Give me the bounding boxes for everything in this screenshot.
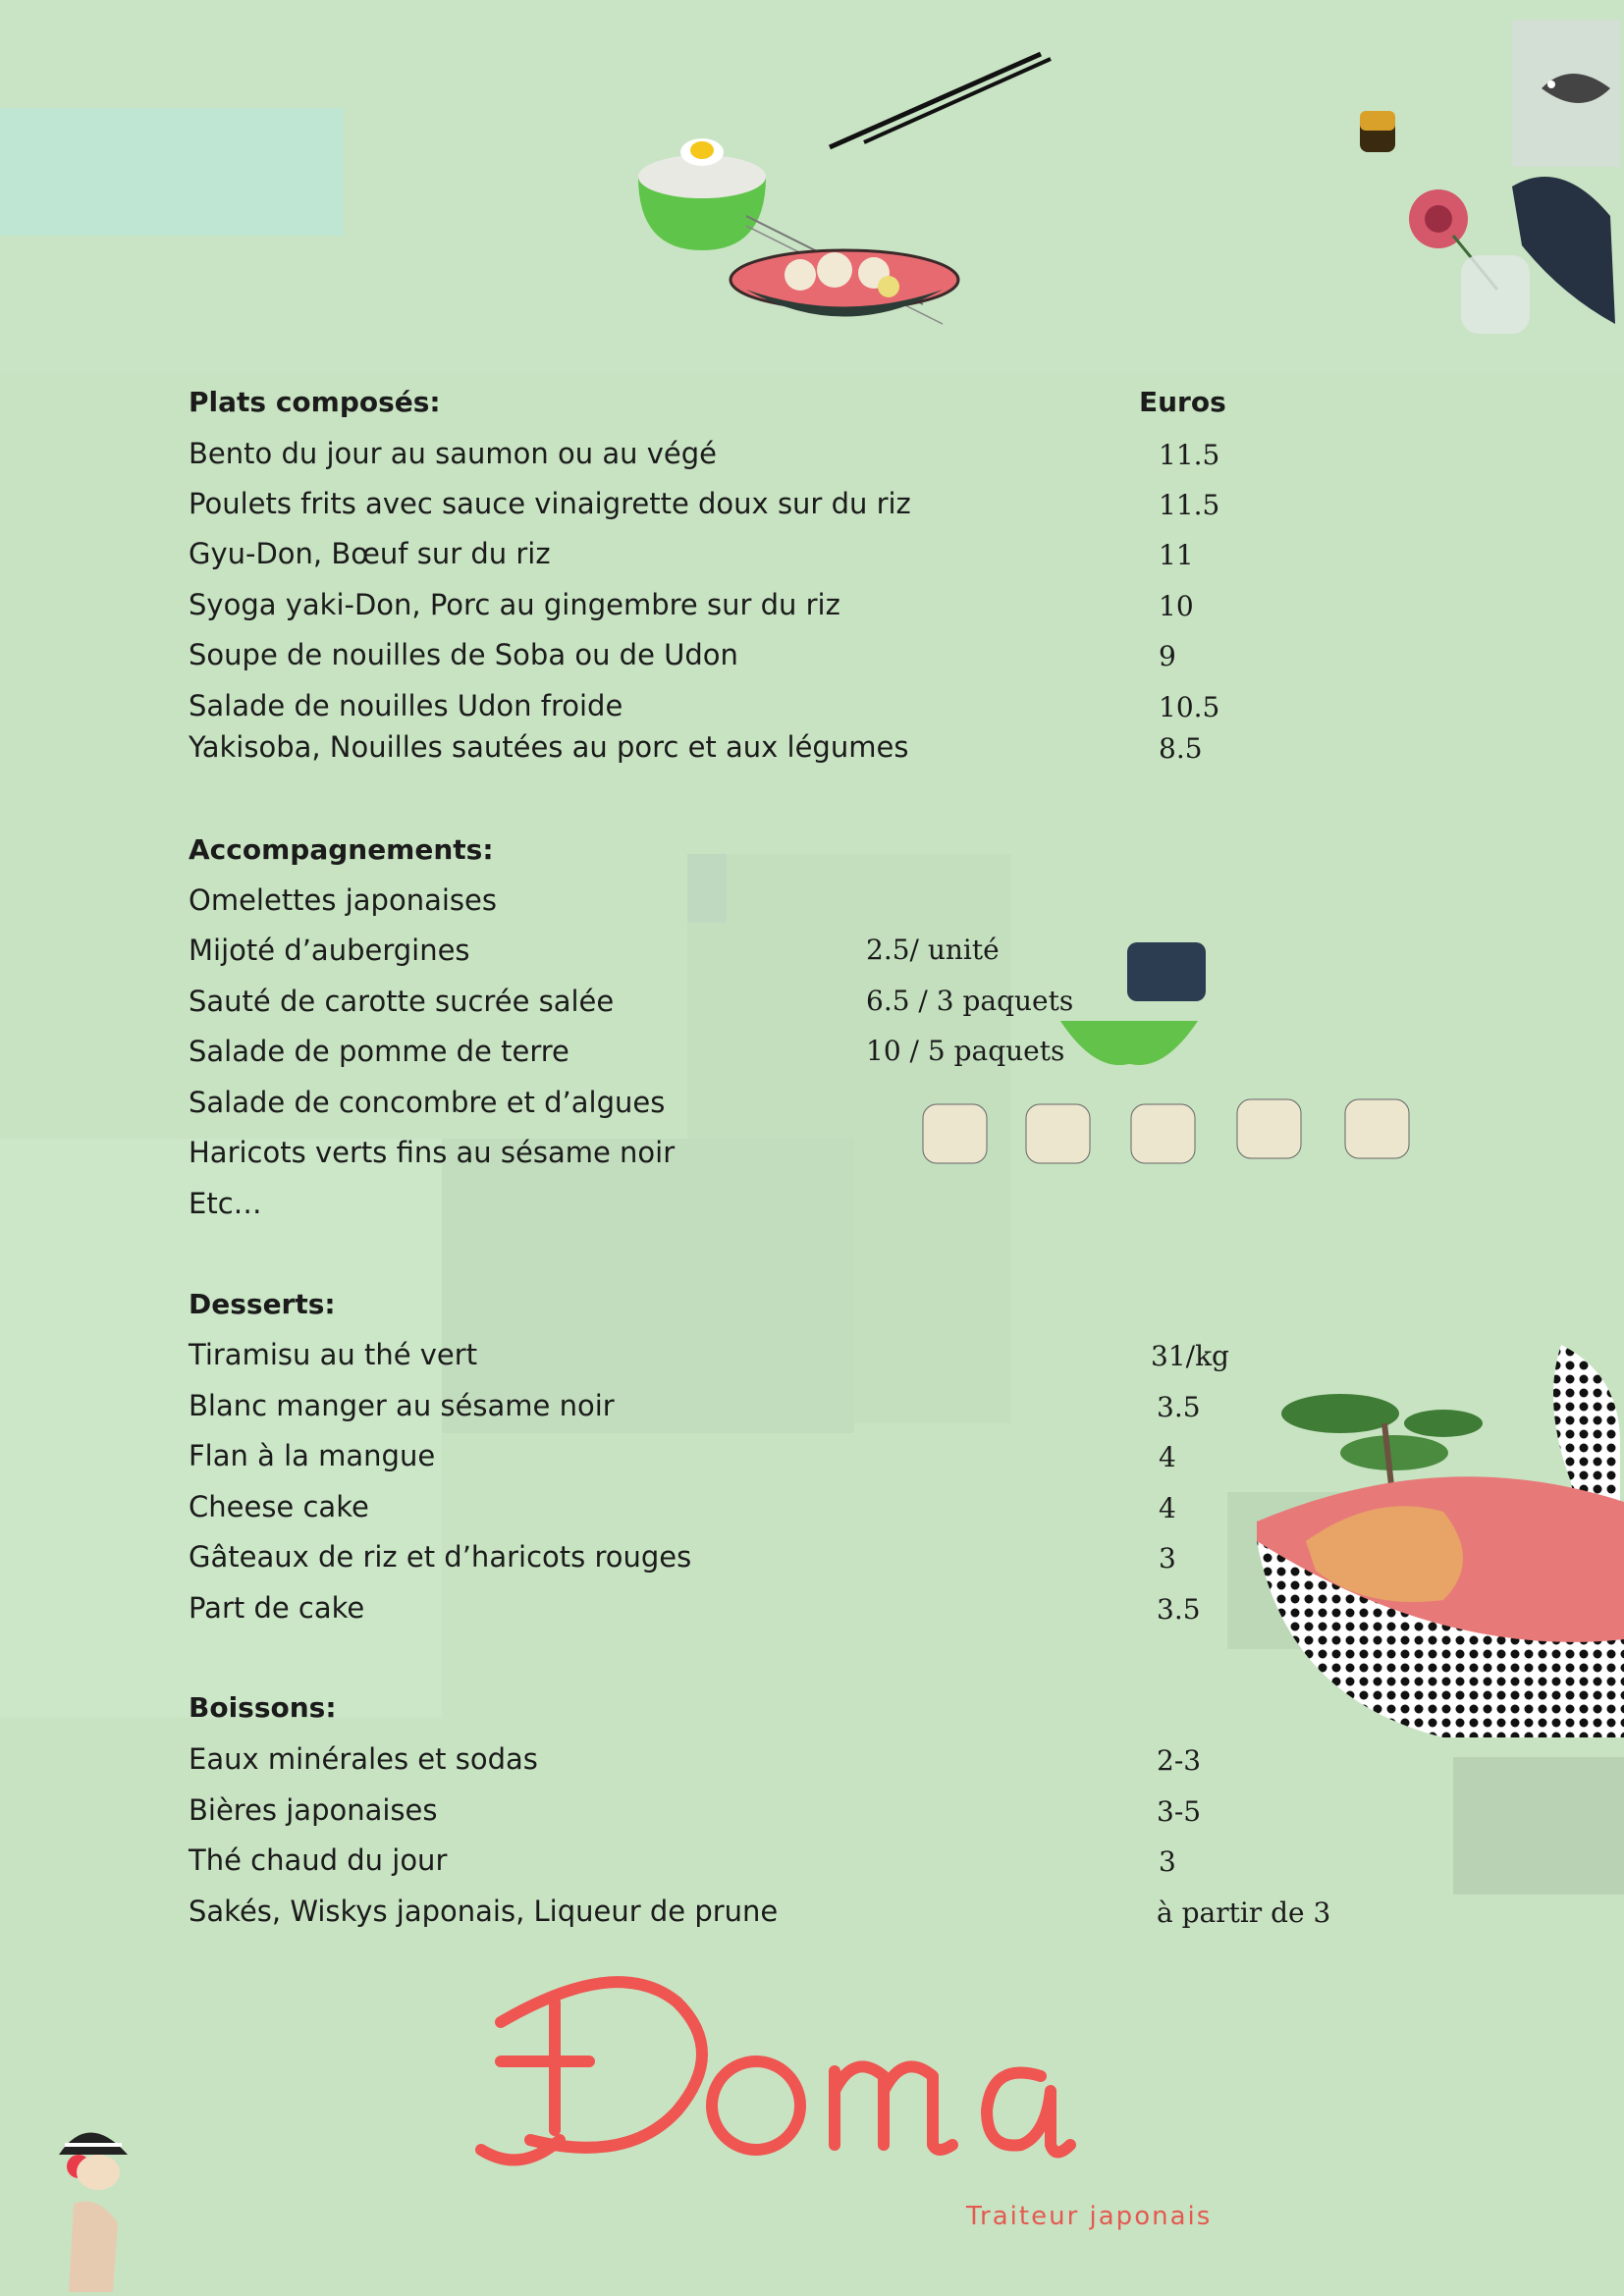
currency-header: Euros bbox=[1139, 386, 1226, 418]
desserts-header: Desserts: bbox=[189, 1288, 336, 1320]
boisson-price: 2-3 bbox=[1157, 1744, 1202, 1777]
plat-price: 11 bbox=[1159, 539, 1194, 571]
dessert-price: 3.5 bbox=[1157, 1593, 1201, 1626]
dessert-price: 31/kg bbox=[1151, 1340, 1229, 1372]
plat-name: Syoga yaki-Don, Porc au gingembre sur du riz bbox=[189, 588, 840, 621]
plat-name: Soupe de nouilles de Soba ou de Udon bbox=[189, 638, 738, 671]
accompagnement-item: Salade de pomme de terre bbox=[189, 1035, 569, 1068]
accompagnement-price: 10 / 5 paquets bbox=[866, 1035, 1065, 1067]
dish-bowl-icon bbox=[727, 245, 962, 334]
accompagnement-item: Haricots verts fins au sésame noir bbox=[189, 1136, 676, 1169]
dessert-name: Flan à la mangue bbox=[189, 1439, 436, 1472]
boisson-name: Bières japonaises bbox=[189, 1793, 438, 1827]
brand-logo bbox=[461, 1944, 1247, 2203]
brand-tagline: Traiteur japonais bbox=[966, 2202, 1213, 2231]
polka-dot-bowl-icon bbox=[1247, 1345, 1624, 1895]
accompagnement-item: Salade de concombre et d’algues bbox=[189, 1086, 666, 1119]
boisson-price: 3-5 bbox=[1157, 1795, 1202, 1828]
dessert-name: Part de cake bbox=[189, 1591, 365, 1625]
flower-vase-icon bbox=[1394, 182, 1561, 339]
dessert-price: 4 bbox=[1159, 1441, 1176, 1473]
plat-name: Bento du jour au saumon ou au végé bbox=[189, 437, 717, 470]
accompagnement-item: Sauté de carotte sucrée salée bbox=[189, 985, 615, 1018]
plat-price: 8.5 bbox=[1159, 732, 1203, 765]
dessert-price: 4 bbox=[1159, 1492, 1176, 1524]
figure-doll-icon bbox=[39, 2115, 147, 2292]
plat-name: Poulets frits avec sauce vinaigrette doux sur du riz bbox=[189, 487, 911, 520]
tea-cup-icon bbox=[1355, 103, 1404, 157]
accompagnement-price: 2.5/ unité bbox=[866, 934, 1000, 966]
boisson-name: Thé chaud du jour bbox=[189, 1843, 448, 1877]
accompagnement-item: Omelettes japonaises bbox=[189, 883, 497, 917]
dessert-name: Blanc manger au sésame noir bbox=[189, 1389, 615, 1422]
plat-name: Salade de nouilles Udon froide bbox=[189, 689, 623, 722]
plat-name: Yakisoba, Nouilles sautées au porc et aux légumes bbox=[189, 730, 909, 764]
brand-logo-drawing bbox=[461, 1944, 1247, 2199]
dessert-price: 3 bbox=[1159, 1542, 1176, 1575]
plat-price: 9 bbox=[1159, 640, 1176, 672]
plat-name: Gyu-Don, Bœuf sur du riz bbox=[189, 537, 551, 570]
dessert-name: Gâteaux de riz et d’haricots rouges bbox=[189, 1540, 692, 1574]
tea-cup-icon bbox=[1232, 1095, 1429, 1163]
plat-price: 10 bbox=[1159, 590, 1194, 622]
accompagnement-price: 6.5 / 3 paquets bbox=[866, 985, 1074, 1017]
boisson-price: 3 bbox=[1159, 1845, 1176, 1878]
dessert-name: Cheese cake bbox=[189, 1490, 369, 1523]
dessert-name: Tiramisu au thé vert bbox=[189, 1338, 478, 1371]
boisson-price: à partir de 3 bbox=[1157, 1896, 1331, 1929]
accompagnements-header: Accompagnements: bbox=[189, 833, 494, 866]
dessert-price: 3.5 bbox=[1157, 1391, 1201, 1423]
background-patch bbox=[0, 1139, 442, 1718]
background-patch bbox=[0, 108, 344, 236]
accompagnement-item: Mijoté d’aubergines bbox=[189, 934, 470, 967]
accompagnement-item: Etc… bbox=[189, 1187, 262, 1220]
plat-price: 11.5 bbox=[1159, 489, 1220, 521]
boisson-name: Eaux minérales et sodas bbox=[189, 1742, 538, 1776]
plat-price: 11.5 bbox=[1159, 439, 1220, 471]
boissons-header: Boissons: bbox=[189, 1691, 337, 1724]
boisson-name: Sakés, Wiskys japonais, Liqueur de prune bbox=[189, 1895, 779, 1928]
plats-header: Plats composés: bbox=[189, 386, 441, 418]
plat-price: 10.5 bbox=[1159, 691, 1220, 723]
